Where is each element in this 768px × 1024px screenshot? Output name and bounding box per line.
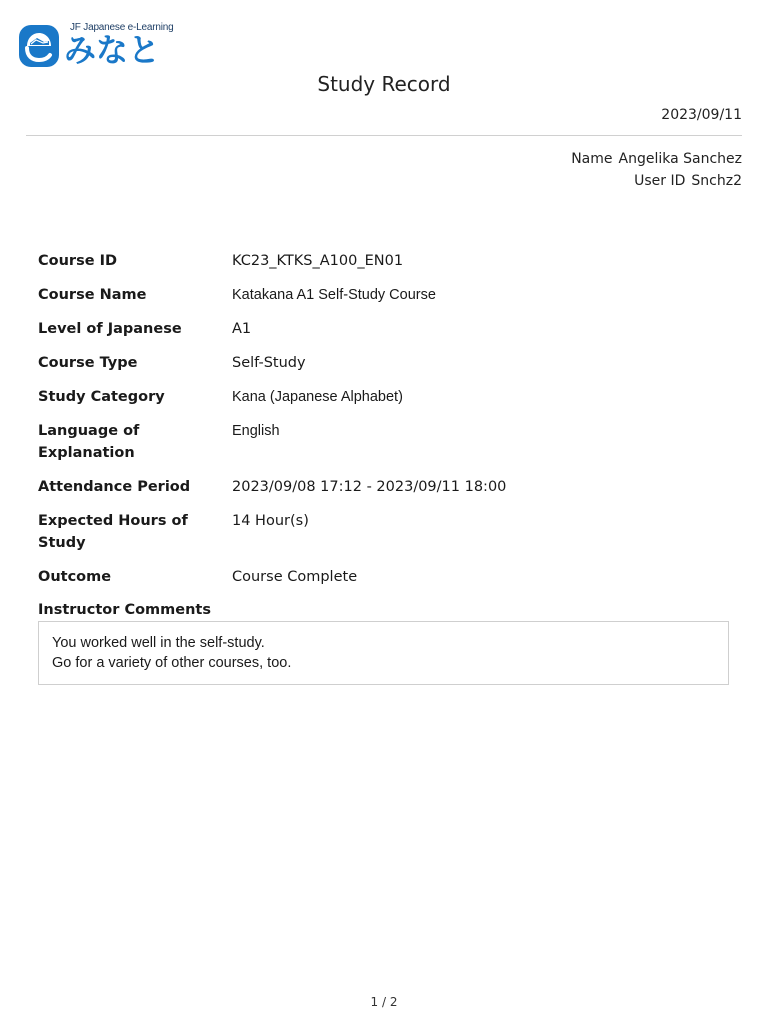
hours-label-line2: Study [38, 535, 86, 551]
user-name-line [571, 148, 742, 170]
instructor-comments-box [38, 621, 729, 685]
course-id-value: KC23_KTKS_A100_EN01 [232, 253, 404, 269]
language-label [38, 420, 232, 464]
course-name-value: Katakana A1 Self-Study Course [232, 287, 436, 303]
user-id-value: Snchz2 [691, 173, 742, 189]
level-value: A1 [232, 321, 252, 337]
attendance-label: Attendance Period [38, 479, 191, 495]
page-title: Study Record [317, 72, 451, 96]
course-type-value: Self-Study [232, 355, 306, 371]
user-name-value: Angelika Sanchez [618, 151, 742, 167]
brand-tagline: JF Japanese e-Learning [70, 22, 174, 33]
course-id-label: Course ID [38, 253, 118, 269]
attendance-value: 2023/09/08 17:12 - 2023/09/11 18:00 [232, 479, 507, 495]
row-hours [38, 510, 730, 566]
brand-logo [18, 22, 188, 70]
comment-line-1: You worked well in the self-study. [52, 635, 265, 651]
language-label-line2: Explanation [38, 445, 135, 461]
language-value: English [232, 423, 280, 439]
row-course-type [38, 352, 730, 386]
hours-label-line1: Expected Hours of [38, 513, 188, 529]
row-attendance [38, 476, 730, 510]
comment-line-2: Go for a variety of other courses, too. [52, 655, 292, 671]
instructor-comments-label: Instructor Comments [38, 602, 211, 618]
user-name-label: Name [571, 151, 613, 167]
level-label: Level of Japanese [38, 321, 182, 337]
course-name-label: Course Name [38, 287, 147, 303]
user-id-line [571, 170, 742, 192]
row-outcome [38, 566, 730, 600]
page-number: 1 / 2 [370, 995, 398, 1009]
row-language [38, 420, 730, 476]
row-course-name [38, 284, 730, 318]
user-info [571, 148, 742, 192]
study-record-details [38, 250, 730, 600]
user-id-label: User ID [634, 173, 686, 189]
hours-label [38, 510, 232, 554]
issue-date: 2023/09/11 [661, 107, 742, 123]
row-study-category [38, 386, 730, 420]
course-type-label: Course Type [38, 355, 138, 371]
outcome-label: Outcome [38, 569, 112, 585]
header-divider [26, 135, 742, 136]
outcome-value: Course Complete [232, 569, 358, 585]
study-category-value: Kana (Japanese Alphabet) [232, 389, 403, 405]
e-logo-icon [18, 24, 60, 68]
study-category-label: Study Category [38, 389, 165, 405]
row-level [38, 318, 730, 352]
language-label-line1: Language of [38, 423, 140, 439]
row-course-id [38, 250, 730, 284]
brand-name: みなと [64, 31, 161, 69]
hours-value: 14 Hour(s) [232, 513, 309, 529]
